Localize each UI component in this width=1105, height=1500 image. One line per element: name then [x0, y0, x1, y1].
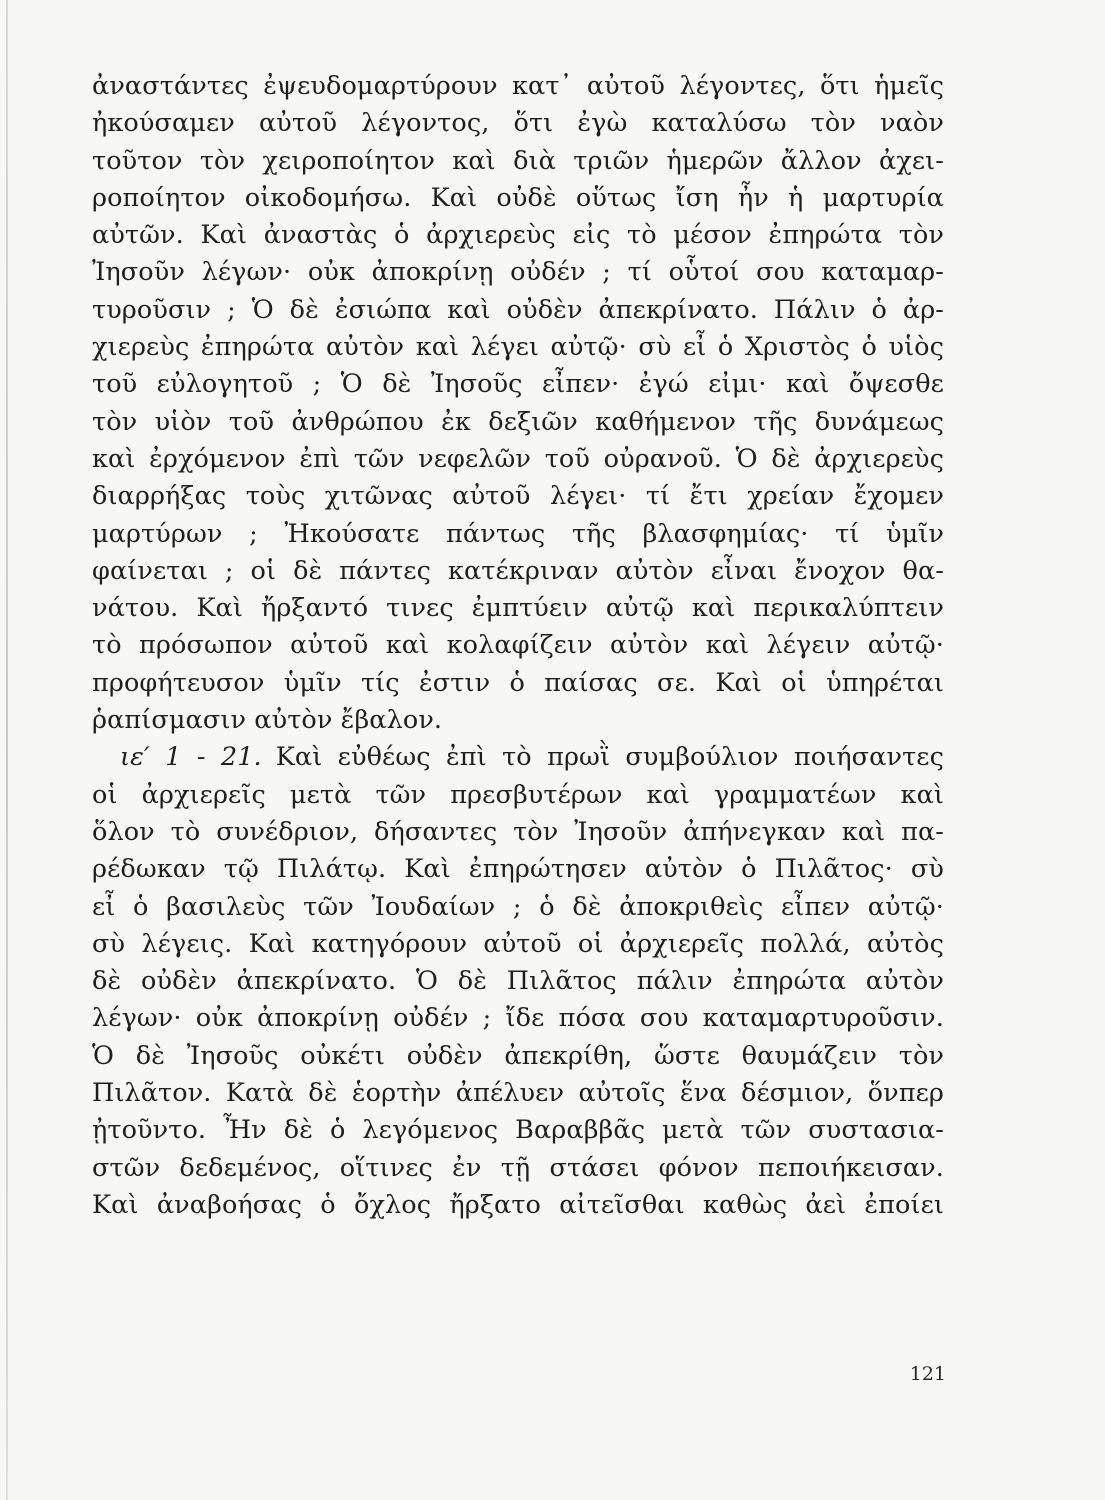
- text-line: ἠκούσαμεν αὐτοῦ λέγοντος, ὅτι ἐγὼ καταλύσω τὸν ναὸν: [92, 108, 944, 139]
- text-line: Πιλᾶτον. Κατὰ δὲ ἑορτὴν ἀπέλυεν αὐτοῖς ἕνα δέσμιον, ὅνπερ: [92, 1078, 944, 1109]
- text-line: τὸν υἱὸν τοῦ ἀνθρώπου ἐκ δεξιῶν καθήμενον τῆς δυνάμεως: [92, 406, 944, 437]
- text-line: ρέδωκαν τῷ Πιλάτῳ. Καὶ ἐπηρώτησεν αὐτὸν ὁ Πιλᾶτος· σὺ: [92, 854, 944, 885]
- text-line: ροποίητον οἰκοδομήσω. Καὶ οὐδὲ οὕτως ἴση ἦν ἡ μαρτυρία: [92, 182, 944, 213]
- text-line: ᾐτοῦντο. Ἦν δὲ ὁ λεγόμενος Βαραββᾶς μετὰ τῶν συστασια-: [92, 1115, 944, 1146]
- text-line: στῶν δεδεμένος, οἵτινες ἐν τῇ στάσει φόνον πεποιήκεισαν.: [92, 1152, 944, 1183]
- text-line: Ἰησοῦν λέγων· οὐκ ἀποκρίνῃ οὐδέν ; τί οὗτοί σου καταμαρ-: [92, 257, 944, 288]
- text-line: ὅλον τὸ συνέδριον, δήσαντες τὸν Ἰησοῦν ἀπήνεγκαν καὶ πα-: [92, 816, 944, 847]
- text-line: προφήτευσον ὑμῖν τίς ἐστιν ὁ παίσας σε. Καὶ οἱ ὑπηρέται: [92, 667, 944, 698]
- text-line: Ὁ δὲ Ἰησοῦς οὐκέτι οὐδὲν ἀπεκρίθη, ὥστε θαυμάζειν τὸν: [92, 1040, 944, 1071]
- text-line: εἶ ὁ βασιλεὺς τῶν Ἰουδαίων ; ὁ δὲ ἀποκριθεὶς εἶπεν αὐτῷ·: [92, 891, 944, 922]
- text-line: ῥαπίσμασιν αὐτὸν ἔβαλον.: [92, 705, 443, 736]
- text-line: τοῦτον τὸν χειροποίητον καὶ διὰ τριῶν ἡμερῶν ἄλλον ἀχει-: [92, 145, 944, 176]
- text-line: τυροῦσιν ; Ὁ δὲ ἐσιώπα καὶ οὐδὲν ἀπεκρίνατο. Πάλιν ὁ ἀρ-: [92, 294, 944, 325]
- verse-reference: ιε′ 1 - 21.: [120, 742, 262, 773]
- body-text: [92, 68, 944, 1224]
- verse-first-line-text: Καὶ εὐθέως ἐπὶ τὸ πρωῒ συμβούλιον ποιήσαντες: [275, 742, 944, 773]
- text-line: τὸ πρόσωπον αὐτοῦ καὶ κολαφίζειν αὐτὸν καὶ λέγειν αὐτῷ·: [92, 630, 944, 661]
- text-line: ἀναστάντες ἐψευδομαρτύρουν κατ᾽ αὐτοῦ λέγοντες, ὅτι ἡμεῖς: [92, 71, 944, 101]
- verse-first-line: [92, 739, 944, 776]
- text-line: αὐτῶν. Καὶ ἀναστὰς ὁ ἀρχιερεὺς εἰς τὸ μέσον ἐπηρώτα τὸν: [92, 220, 944, 251]
- page-edge: [6, 0, 8, 1500]
- text-line: διαρρήξας τοὺς χιτῶνας αὐτοῦ λέγει· τί ἔτι χρείαν ἔχομεν: [92, 481, 944, 512]
- text-line: τοῦ εὐλογητοῦ ; Ὁ δὲ Ἰησοῦς εἶπεν· ἐγώ εἰμι· καὶ ὄψεσθε: [92, 369, 944, 400]
- text-line: δὲ οὐδὲν ἀπεκρίνατο. Ὁ δὲ Πιλᾶτος πάλιν ἐπηρώτα αὐτὸν: [92, 966, 944, 997]
- text-line: Καὶ ἀναβοήσας ὁ ὄχλος ἤρξατο αἰτεῖσθαι καθὼς ἀεὶ ἐποίει: [92, 1189, 944, 1220]
- page-number: 121: [909, 1363, 946, 1385]
- text-line: νάτου. Καὶ ἤρξαντό τινες ἐμπτύειν αὐτῷ καὶ περικαλύπτειν: [92, 593, 944, 624]
- text-line: φαίνεται ; οἱ δὲ πάντες κατέκριναν αὐτὸν εἶναι ἔνοχον θα-: [92, 555, 944, 586]
- text-line: χιερεὺς ἐπηρώτα αὐτὸν καὶ λέγει αὐτῷ· σὺ εἶ ὁ Χριστὸς ὁ υἱὸς: [92, 332, 944, 363]
- text-line: λέγων· οὐκ ἀποκρίνῃ οὐδέν ; ἴδε πόσα σου καταμαρτυροῦσιν.: [92, 1003, 944, 1034]
- text-line: οἱ ἀρχιερεῖς μετὰ τῶν πρεσβυτέρων καὶ γραμματέων καὶ: [92, 779, 944, 810]
- text-line: καὶ ἐρχόμενον ἐπὶ τῶν νεφελῶν τοῦ οὐρανοῦ. Ὁ δὲ ἀρχιερεὺς: [92, 443, 944, 474]
- text-line: μαρτύρων ; Ἠκούσατε πάντως τῆς βλασφημίας· τί ὑμῖν: [92, 518, 944, 549]
- text-line: σὺ λέγεις. Καὶ κατηγόρουν αὐτοῦ οἱ ἀρχιερεῖς πολλά, αὐτὸς: [92, 928, 944, 959]
